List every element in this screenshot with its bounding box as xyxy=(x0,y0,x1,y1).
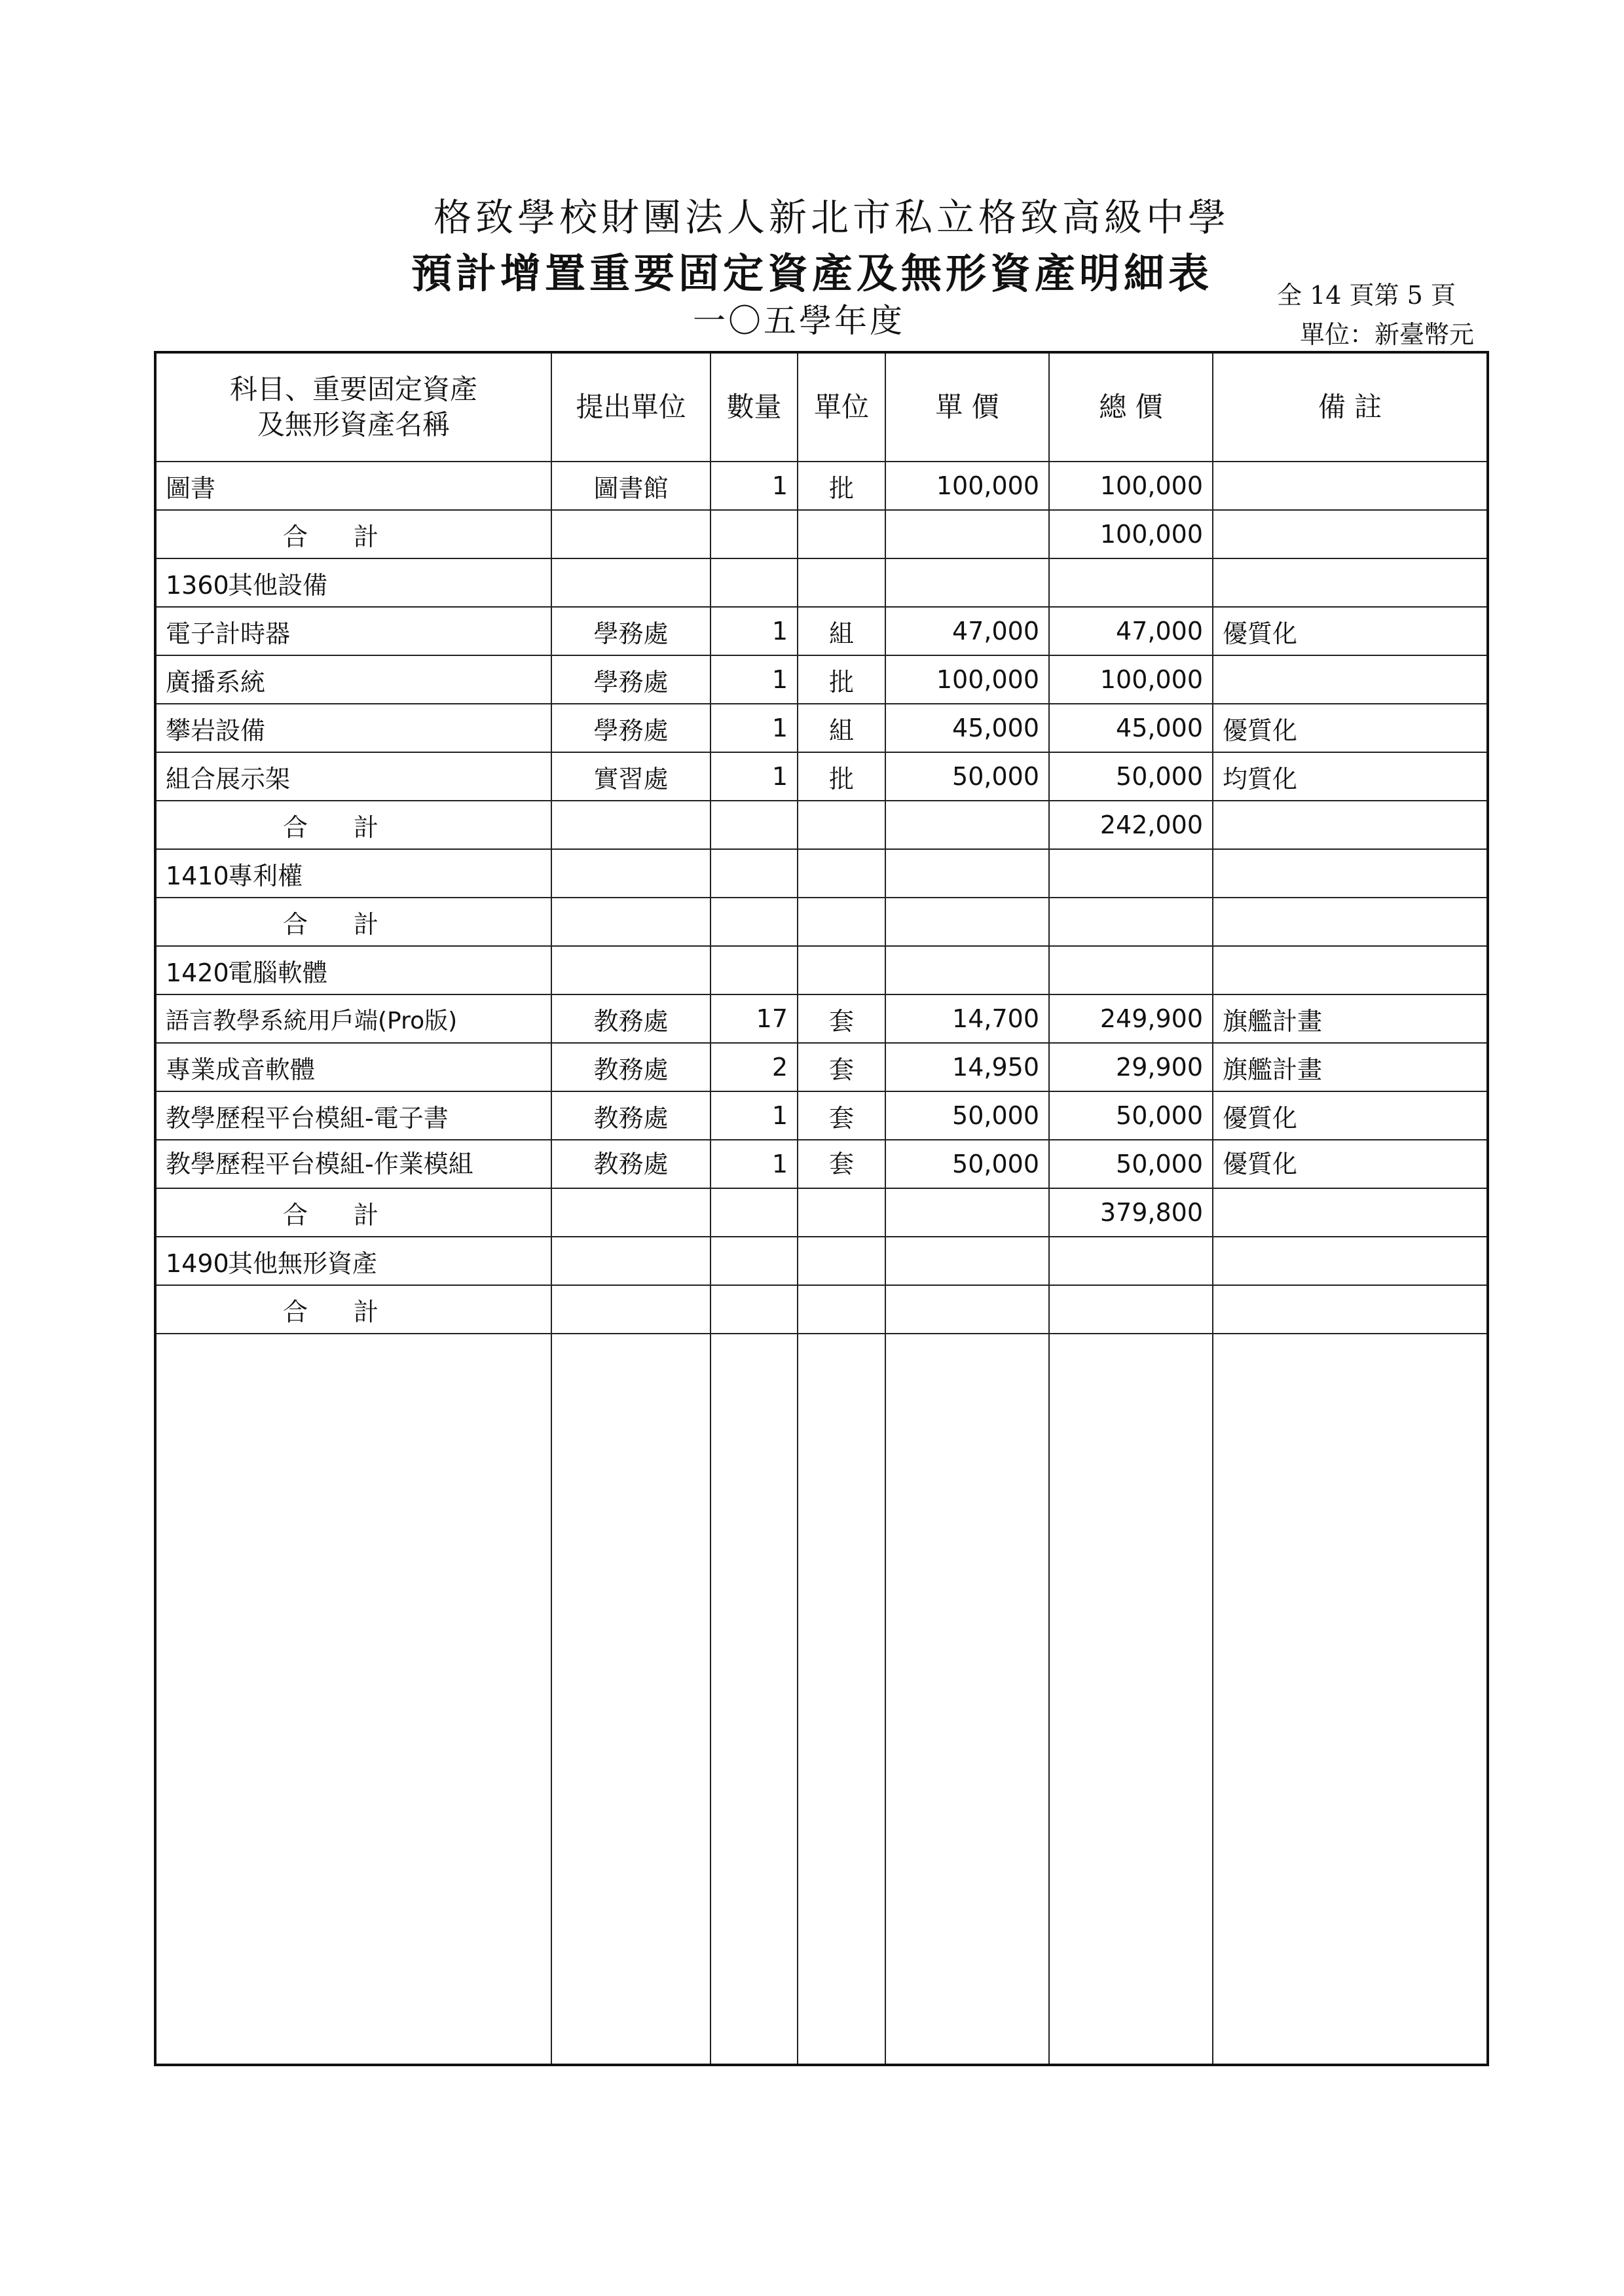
subtotal-value: 242,000 xyxy=(1049,801,1213,849)
table-header xyxy=(155,352,1488,462)
item-name: 圖書 xyxy=(155,462,551,510)
item-price: 50,000 xyxy=(885,1091,1049,1140)
subtotal-label: 合計 xyxy=(155,1285,551,1334)
subtotal-row xyxy=(155,898,1488,946)
category-row xyxy=(155,946,1488,994)
item-total: 50,000 xyxy=(1049,752,1213,801)
category-row xyxy=(155,849,1488,898)
item-note: 旗艦計畫 xyxy=(1213,994,1488,1043)
item-unit: 套 xyxy=(798,1043,885,1091)
item-note: 均質化 xyxy=(1213,752,1488,801)
col-name-line1: 科目、重要固定資產 xyxy=(229,373,477,405)
item-dept: 圖書館 xyxy=(551,462,710,510)
category-code: 1490 xyxy=(166,1248,229,1278)
item-qty: 1 xyxy=(710,607,798,655)
item-dept: 教務處 xyxy=(551,1140,710,1188)
item-price: 14,950 xyxy=(885,1043,1049,1091)
item-dept: 教務處 xyxy=(551,994,710,1043)
empty-area xyxy=(155,1334,1488,2065)
item-dept: 學務處 xyxy=(551,655,710,704)
item-note xyxy=(1213,655,1488,704)
category-name: 其他設備 xyxy=(228,570,328,600)
item-price: 100,000 xyxy=(885,655,1049,704)
category-code: 1360 xyxy=(166,570,229,600)
item-note: 優質化 xyxy=(1213,1140,1488,1188)
subtotal-label: 合計 xyxy=(155,801,551,849)
item-qty: 1 xyxy=(710,704,798,752)
category-label xyxy=(155,1237,551,1285)
asset-table xyxy=(154,351,1489,2066)
item-qty: 1 xyxy=(710,462,798,510)
school-name: 格致學校財團法人新北市私立格致高級中學 xyxy=(433,195,1230,240)
subtotal-value: 379,800 xyxy=(1049,1188,1213,1237)
subtotal-row xyxy=(155,801,1488,849)
item-qty: 1 xyxy=(710,752,798,801)
item-price: 45,000 xyxy=(885,704,1049,752)
table-row xyxy=(155,752,1488,801)
item-total: 50,000 xyxy=(1049,1140,1213,1188)
category-name: 電腦軟體 xyxy=(228,958,328,987)
item-unit: 套 xyxy=(798,994,885,1043)
item-note xyxy=(1213,462,1488,510)
item-unit: 組 xyxy=(798,704,885,752)
item-qty: 17 xyxy=(710,994,798,1043)
item-unit: 套 xyxy=(798,1140,885,1188)
table-row xyxy=(155,1140,1488,1188)
category-label xyxy=(155,558,551,607)
subtotal-label: 合計 xyxy=(155,1188,551,1237)
category-name: 專利權 xyxy=(228,861,303,890)
category-label xyxy=(155,849,551,898)
item-unit: 批 xyxy=(798,462,885,510)
col-name-header xyxy=(155,352,551,462)
col-name-line2: 及無形資產名稱 xyxy=(257,409,450,441)
category-name: 其他無形資產 xyxy=(228,1248,378,1278)
item-dept: 實習處 xyxy=(551,752,710,801)
table-row xyxy=(155,607,1488,655)
item-total: 47,000 xyxy=(1049,607,1213,655)
item-qty: 2 xyxy=(710,1043,798,1091)
category-row xyxy=(155,558,1488,607)
table-row xyxy=(155,655,1488,704)
item-price: 50,000 xyxy=(885,752,1049,801)
item-dept: 學務處 xyxy=(551,607,710,655)
item-total: 249,900 xyxy=(1049,994,1213,1043)
category-code: 1410 xyxy=(166,861,229,890)
item-name: 廣播系統 xyxy=(155,655,551,704)
category-code: 1420 xyxy=(166,958,229,987)
item-dept: 學務處 xyxy=(551,704,710,752)
subtotal-row xyxy=(155,1285,1488,1334)
col-price-header: 單 價 xyxy=(885,352,1049,462)
subtotal-value: 100,000 xyxy=(1049,510,1213,558)
item-qty: 1 xyxy=(710,1140,798,1188)
item-qty: 1 xyxy=(710,655,798,704)
currency-unit: 單位：新臺幣元 xyxy=(1300,320,1475,349)
item-note: 優質化 xyxy=(1213,1091,1488,1140)
item-qty: 1 xyxy=(710,1091,798,1140)
page-info: 全 14 頁第 5 頁 xyxy=(1277,281,1456,310)
col-total-header: 總 價 xyxy=(1049,352,1213,462)
col-unit-header: 單位 xyxy=(798,352,885,462)
item-note: 旗艦計畫 xyxy=(1213,1043,1488,1091)
category-label xyxy=(155,946,551,994)
item-name: 語言教學系統用戶端(Pro版) xyxy=(155,994,551,1043)
item-total: 29,900 xyxy=(1049,1043,1213,1091)
item-total: 45,000 xyxy=(1049,704,1213,752)
item-name: 教學歷程平台模組-作業模組 xyxy=(155,1140,551,1188)
academic-year: 一〇五學年度 xyxy=(693,302,905,340)
item-dept: 教務處 xyxy=(551,1043,710,1091)
item-name: 組合展示架 xyxy=(155,752,551,801)
subtotal-row xyxy=(155,1188,1488,1237)
item-dept: 教務處 xyxy=(551,1091,710,1140)
item-price: 47,000 xyxy=(885,607,1049,655)
item-unit: 套 xyxy=(798,1091,885,1140)
subtotal-row xyxy=(155,510,1488,558)
item-total: 100,000 xyxy=(1049,655,1213,704)
item-name: 教學歷程平台模組-電子書 xyxy=(155,1091,551,1140)
item-note: 優質化 xyxy=(1213,607,1488,655)
subtotal-label: 合計 xyxy=(155,510,551,558)
item-price: 100,000 xyxy=(885,462,1049,510)
item-price: 50,000 xyxy=(885,1140,1049,1188)
item-name: 攀岩設備 xyxy=(155,704,551,752)
item-unit: 組 xyxy=(798,607,885,655)
table-row xyxy=(155,1043,1488,1091)
item-unit: 批 xyxy=(798,752,885,801)
item-unit: 批 xyxy=(798,655,885,704)
subtotal-value xyxy=(1049,898,1213,946)
item-name: 專業成音軟體 xyxy=(155,1043,551,1091)
report-title: 預計增置重要固定資產及無形資產明細表 xyxy=(411,249,1213,297)
item-price: 14,700 xyxy=(885,994,1049,1043)
col-qty-header: 數量 xyxy=(710,352,798,462)
table-row xyxy=(155,994,1488,1043)
item-name: 電子計時器 xyxy=(155,607,551,655)
table-row xyxy=(155,704,1488,752)
subtotal-value xyxy=(1049,1285,1213,1334)
item-total: 50,000 xyxy=(1049,1091,1213,1140)
item-note: 優質化 xyxy=(1213,704,1488,752)
table-row xyxy=(155,1091,1488,1140)
col-dept-header: 提出單位 xyxy=(551,352,710,462)
table-row xyxy=(155,462,1488,510)
item-total: 100,000 xyxy=(1049,462,1213,510)
category-row xyxy=(155,1237,1488,1285)
col-note-header: 備 註 xyxy=(1213,352,1488,462)
subtotal-label: 合計 xyxy=(155,898,551,946)
